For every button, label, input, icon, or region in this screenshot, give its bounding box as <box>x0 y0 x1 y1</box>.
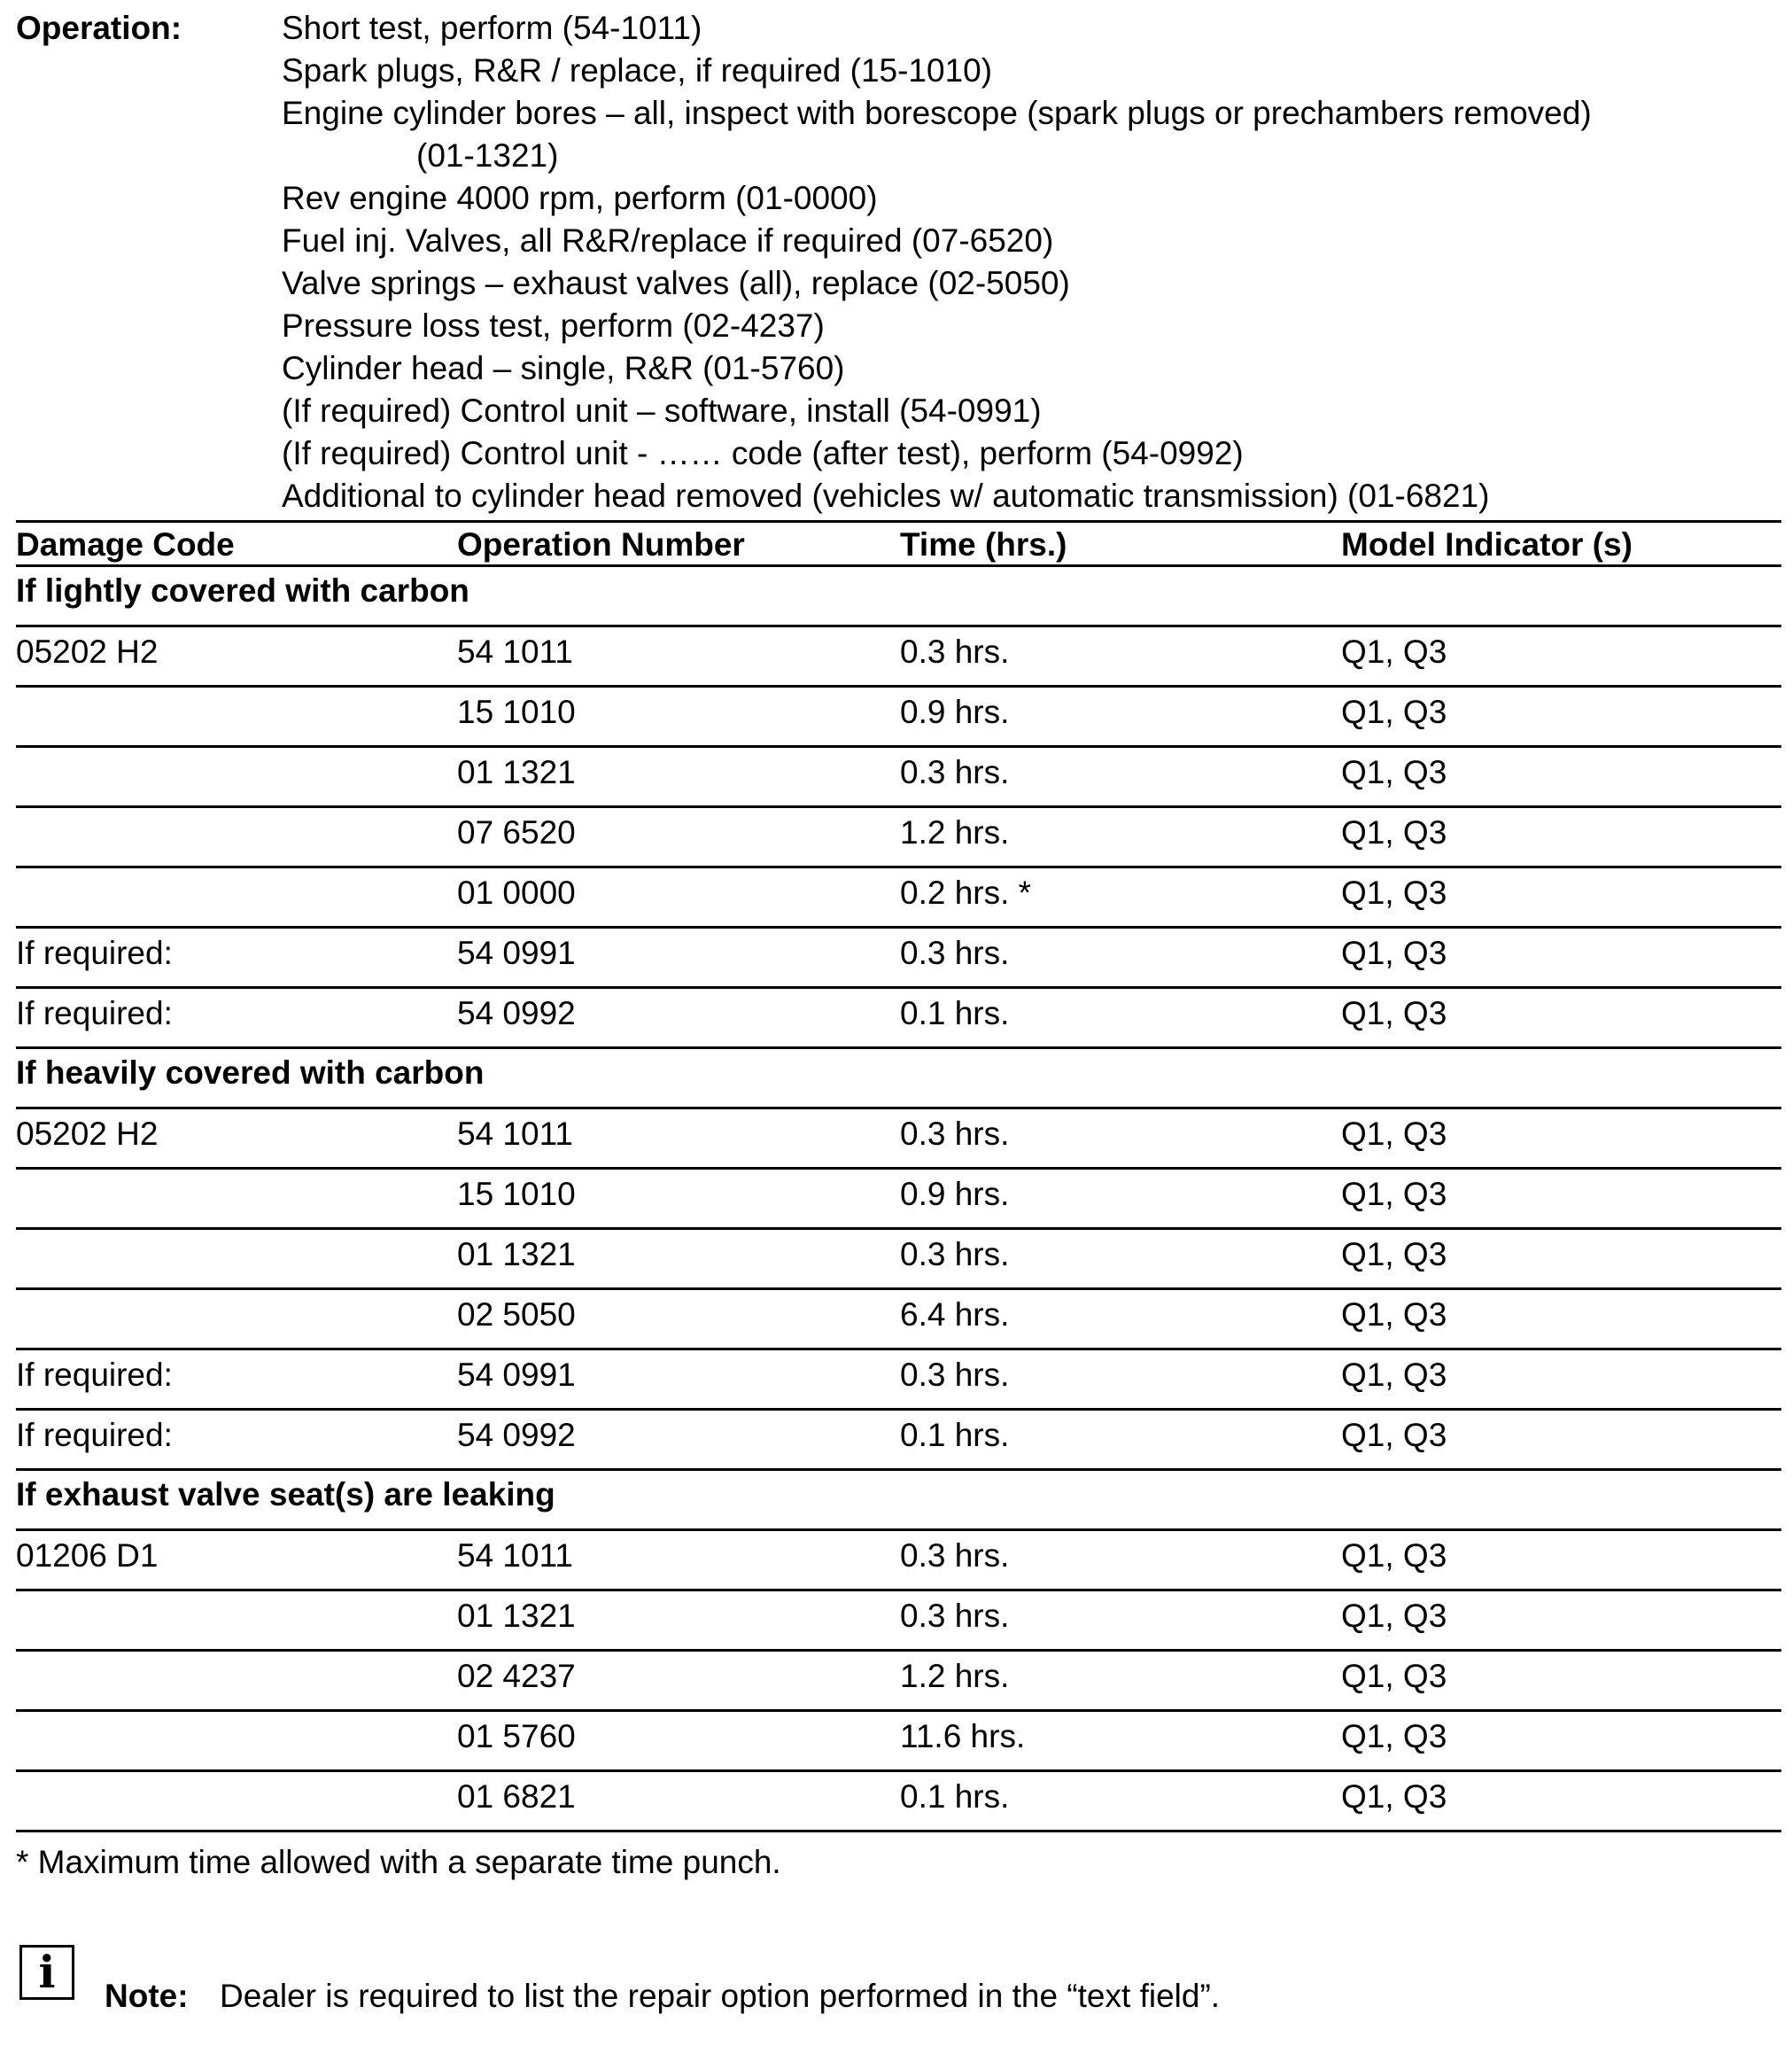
time-cell: 0.1 hrs. <box>900 1417 1010 1453</box>
model-indicator-cell: Q1, Q3 <box>1341 1357 1447 1393</box>
model-indicator-cell: Q1, Q3 <box>1341 634 1447 670</box>
time-cell: 0.9 hrs. <box>900 1176 1010 1212</box>
table-row <box>16 1531 1781 1591</box>
table-row <box>16 929 1781 989</box>
table-row <box>16 688 1781 748</box>
operation-item-text: Spark plugs, R&R / replace, if required (15-1010) <box>282 52 993 89</box>
time-cell: 0.1 hrs. <box>900 995 1010 1031</box>
table-header-row <box>16 520 1781 567</box>
damage-code-cell: If required: <box>16 995 173 1031</box>
table-row <box>16 1350 1781 1411</box>
operation-item-text: (If required) Control unit – software, install (54-0991) <box>282 393 1042 429</box>
model-indicator-cell: Q1, Q3 <box>1341 995 1447 1031</box>
time-cell: 6.4 hrs. <box>900 1296 1010 1333</box>
table-row <box>16 808 1781 868</box>
group-title: If exhaust valve seat(s) are leaking <box>16 1476 555 1513</box>
operation-number-cell: 01 0000 <box>457 875 576 911</box>
time-cell: 1.2 hrs. <box>900 814 1010 851</box>
table-row <box>16 1652 1781 1712</box>
operation-item-continuation: (01-1321) <box>416 137 559 174</box>
model-indicator-cell: Q1, Q3 <box>1341 935 1447 971</box>
operation-item <box>282 177 1592 220</box>
operation-item <box>282 475 1592 517</box>
operation-number-cell: 01 6821 <box>457 1778 576 1815</box>
table-group-row <box>16 1471 1781 1531</box>
table-row <box>16 1411 1781 1471</box>
operation-item <box>282 50 1592 92</box>
operation-item <box>282 432 1592 475</box>
time-cell: 0.3 hrs. <box>900 1357 1010 1393</box>
time-cell: 0.3 hrs. <box>900 935 1010 971</box>
group-title: If heavily covered with carbon <box>16 1054 485 1091</box>
model-indicator-cell: Q1, Q3 <box>1341 694 1447 730</box>
table-group-row <box>16 1049 1781 1109</box>
header-operation-number: Operation Number <box>457 526 745 563</box>
table-row <box>16 1290 1781 1350</box>
operation-label: Operation: <box>16 10 182 46</box>
operation-item-text: Fuel inj. Valves, all R&R/replace if required (07-6520) <box>282 222 1054 259</box>
time-cell: 0.1 hrs. <box>900 1778 1010 1815</box>
model-indicator-cell: Q1, Q3 <box>1341 814 1447 851</box>
header-model-indicator: Model Indicator (s) <box>1341 526 1633 563</box>
time-cell: 0.9 hrs. <box>900 694 1010 730</box>
table-row <box>16 627 1781 688</box>
operation-number-cell: 02 5050 <box>457 1296 576 1333</box>
table-row <box>16 1591 1781 1652</box>
model-indicator-cell: Q1, Q3 <box>1341 1778 1447 1815</box>
time-cell: 0.3 hrs. <box>900 1116 1010 1152</box>
note-label: Note: <box>105 1978 189 2014</box>
operation-item-text: (If required) Control unit - …… code (after test), perform (54-0992) <box>282 435 1244 471</box>
time-cell: 0.3 hrs. <box>900 1236 1010 1272</box>
footnote: * Maximum time allowed with a separate time punch. <box>16 1844 781 1880</box>
table-row <box>16 1230 1781 1290</box>
operation-item <box>282 390 1592 432</box>
operation-item <box>282 262 1592 305</box>
table-row <box>16 989 1781 1049</box>
operation-item-text: Cylinder head – single, R&R (01-5760) <box>282 350 845 386</box>
note-box <box>16 1936 1522 2016</box>
operation-item-text: Short test, perform (54-1011) <box>282 10 702 46</box>
operation-item <box>282 92 1592 177</box>
time-cell: 0.3 hrs. <box>900 1598 1010 1634</box>
operation-item-text: Pressure loss test, perform (02-4237) <box>282 307 825 344</box>
time-cell: 0.2 hrs. * <box>900 875 1032 911</box>
table-row <box>16 1170 1781 1230</box>
operation-item-text: Rev engine 4000 rpm, perform (01-0000) <box>282 180 878 216</box>
time-cell: 1.2 hrs. <box>900 1658 1010 1694</box>
operation-list <box>282 7 1592 517</box>
operation-number-cell: 54 1011 <box>457 1116 573 1152</box>
time-cell: 11.6 hrs. <box>900 1718 1026 1754</box>
operation-number-cell: 54 0992 <box>457 995 576 1031</box>
model-indicator-cell: Q1, Q3 <box>1341 1116 1447 1152</box>
damage-code-cell: If required: <box>16 1357 173 1393</box>
model-indicator-cell: Q1, Q3 <box>1341 1176 1447 1212</box>
operation-number-cell: 01 1321 <box>457 1236 576 1272</box>
operation-item <box>282 7 1592 50</box>
operation-item <box>282 220 1592 262</box>
model-indicator-cell: Q1, Q3 <box>1341 1658 1447 1694</box>
damage-code-cell: If required: <box>16 935 173 971</box>
operation-number-cell: 02 4237 <box>457 1658 576 1694</box>
model-indicator-cell: Q1, Q3 <box>1341 1417 1447 1453</box>
operation-item-text: Additional to cylinder head removed (vehicles w/ automatic transmission) (01-6821) <box>282 478 1490 514</box>
operation-number-cell: 54 0992 <box>457 1417 576 1453</box>
operation-number-cell: 54 0991 <box>457 1357 576 1393</box>
operation-number-cell: 15 1010 <box>457 1176 576 1212</box>
operation-number-cell: 07 6520 <box>457 814 576 851</box>
info-icon: i <box>19 1945 74 2000</box>
table-row <box>16 1712 1781 1772</box>
model-indicator-cell: Q1, Q3 <box>1341 1598 1447 1634</box>
damage-code-cell: If required: <box>16 1417 173 1453</box>
table-group-row <box>16 567 1781 627</box>
model-indicator-cell: Q1, Q3 <box>1341 1236 1447 1272</box>
operation-number-cell: 54 1011 <box>457 634 573 670</box>
operation-number-cell: 01 1321 <box>457 1598 576 1634</box>
operation-item <box>282 305 1592 347</box>
table-row <box>16 1772 1781 1832</box>
time-cell: 0.3 hrs. <box>900 1537 1010 1574</box>
header-damage-code: Damage Code <box>16 526 235 563</box>
operation-number-cell: 01 5760 <box>457 1718 576 1754</box>
operation-item <box>282 347 1592 390</box>
time-cell: 0.3 hrs. <box>900 754 1010 790</box>
time-cell: 0.3 hrs. <box>900 634 1010 670</box>
labor-operations-table <box>16 520 1781 1832</box>
table-row <box>16 868 1781 929</box>
table-row <box>16 1109 1781 1170</box>
operation-number-cell: 54 1011 <box>457 1537 573 1574</box>
operation-number-cell: 54 0991 <box>457 935 576 971</box>
model-indicator-cell: Q1, Q3 <box>1341 875 1447 911</box>
header-time: Time (hrs.) <box>900 526 1067 563</box>
damage-code-cell: 01206 D1 <box>16 1537 159 1574</box>
model-indicator-cell: Q1, Q3 <box>1341 754 1447 790</box>
operation-item-text: Valve springs – exhaust valves (all), replace (02-5050) <box>282 265 1070 301</box>
operation-item-text: Engine cylinder bores – all, inspect with borescope (spark plugs or prechambers removed) <box>282 95 1592 131</box>
model-indicator-cell: Q1, Q3 <box>1341 1718 1447 1754</box>
operation-number-cell: 15 1010 <box>457 694 576 730</box>
model-indicator-cell: Q1, Q3 <box>1341 1296 1447 1333</box>
damage-code-cell: 05202 H2 <box>16 1116 159 1152</box>
table-row <box>16 748 1781 808</box>
note-text: Dealer is required to list the repair option performed in the “text field”. <box>220 1978 1221 2014</box>
damage-code-cell: 05202 H2 <box>16 634 159 670</box>
model-indicator-cell: Q1, Q3 <box>1341 1537 1447 1574</box>
operation-number-cell: 01 1321 <box>457 754 576 790</box>
group-title: If lightly covered with carbon <box>16 572 469 609</box>
